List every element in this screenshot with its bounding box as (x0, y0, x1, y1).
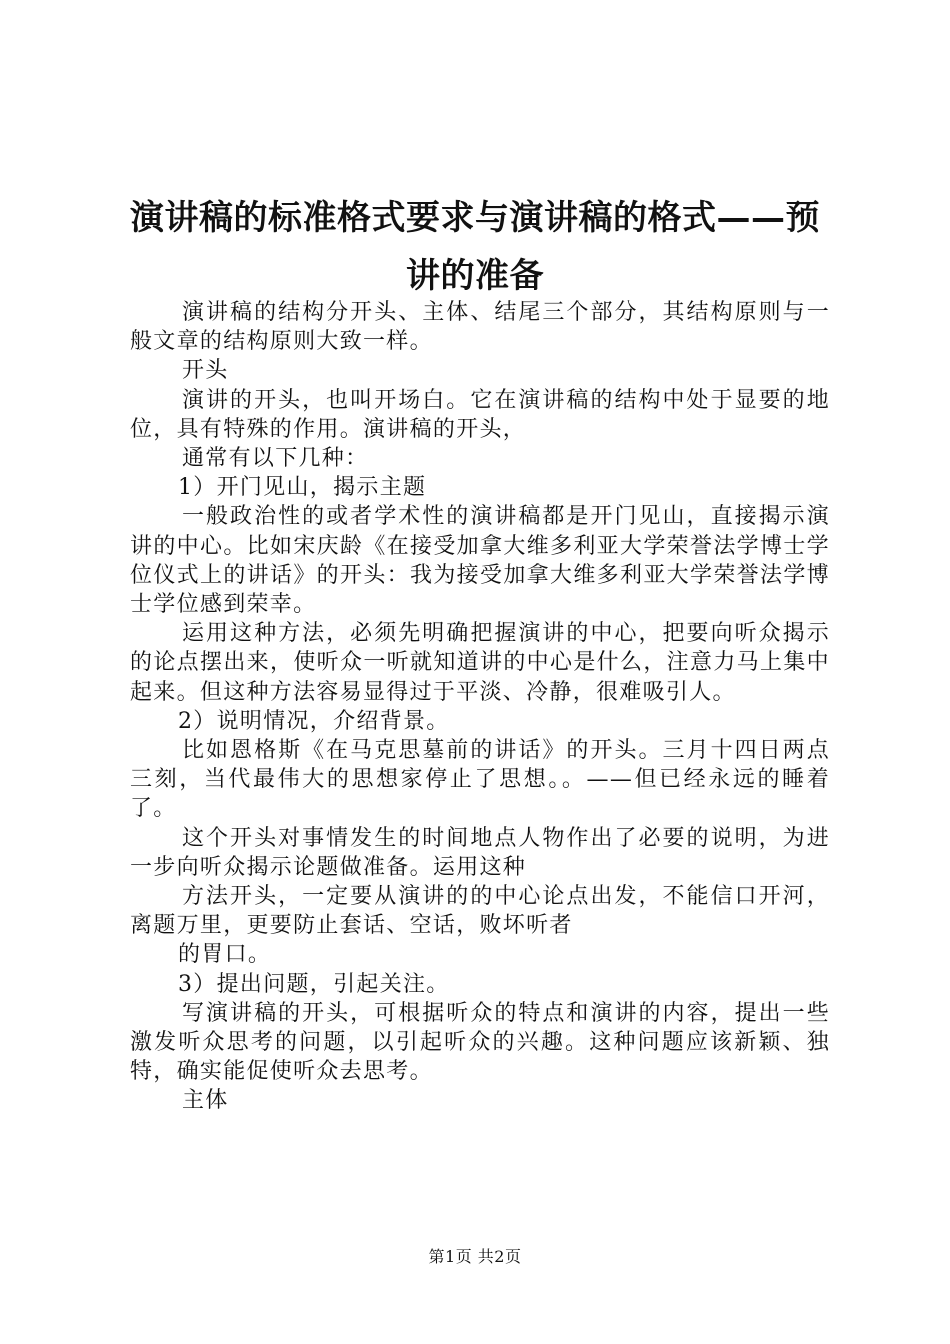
document-title-line-1: 演讲稿的标准格式要求与演讲稿的格式——预 (130, 198, 820, 238)
paragraph: 一般政治性的或者学术性的演讲稿都是开门见山，直接揭示演讲的中心。比如宋庆龄《在接受加拿大维多利亚大学荣誉法学博士学位仪式上的讲话》的开头：我为接受加拿大维多利亚大学荣誉法学博士学位感到荣幸。 (130, 504, 830, 618)
section-heading-body: 主体 (182, 1088, 229, 1114)
section-heading-opening: 开头 (182, 358, 229, 384)
paragraph: 演讲稿的结构分开头、主体、结尾三个部分，其结构原则与一般文章的结构原则大致一样。 (130, 300, 830, 355)
page-number-footer: 第1页 共2页 (428, 1247, 522, 1266)
document-body (130, 298, 830, 1116)
paragraph: 比如恩格斯《在马克思墓前的讲话》的开头。三月十四日两点三刻，当代最伟大的思想家停止了思想。。——但已经永远的睡着了。 (130, 738, 830, 822)
document-title-line-2: 讲的准备 (406, 256, 544, 296)
paragraph: 演讲的开头，也叫开场白。它在演讲稿的结构中处于显要的地位，具有特殊的作用。演讲稿的开头， (130, 387, 830, 442)
list-item-heading: 1）开门见山，揭示主题 (178, 475, 427, 501)
list-item-heading: 3）提出问题，引起关注。 (178, 971, 450, 997)
paragraph: 方法开头，一定要从演讲的的中心论点出发，不能信口开河，离题万里，更要防止套话、空话，败坏听者 (130, 884, 830, 939)
paragraph: 运用这种方法，必须先明确把握演讲的中心，把要向听众揭示的论点摆出来，使听众一听就知道讲的中心是什么，注意力马上集中起来。但这种方法容易显得过于平淡、冷静，很难吸引人。 (130, 621, 830, 705)
paragraph: 通常有以下几种： (182, 446, 369, 472)
paragraph: 这个开头对事情发生的时间地点人物作出了必要的说明，为进一步向听众揭示论题做准备。运用这种 (130, 825, 830, 880)
list-item-heading: 2）说明情况，介绍背景。 (178, 708, 450, 734)
paragraph: 写演讲稿的开头，可根据听众的特点和演讲的内容，提出一些激发听众思考的问题，以引起听众的兴趣。这种问题应该新颖、独特，确实能促使听众去思考。 (130, 1000, 830, 1085)
paragraph: 的胃口。 (178, 942, 272, 968)
